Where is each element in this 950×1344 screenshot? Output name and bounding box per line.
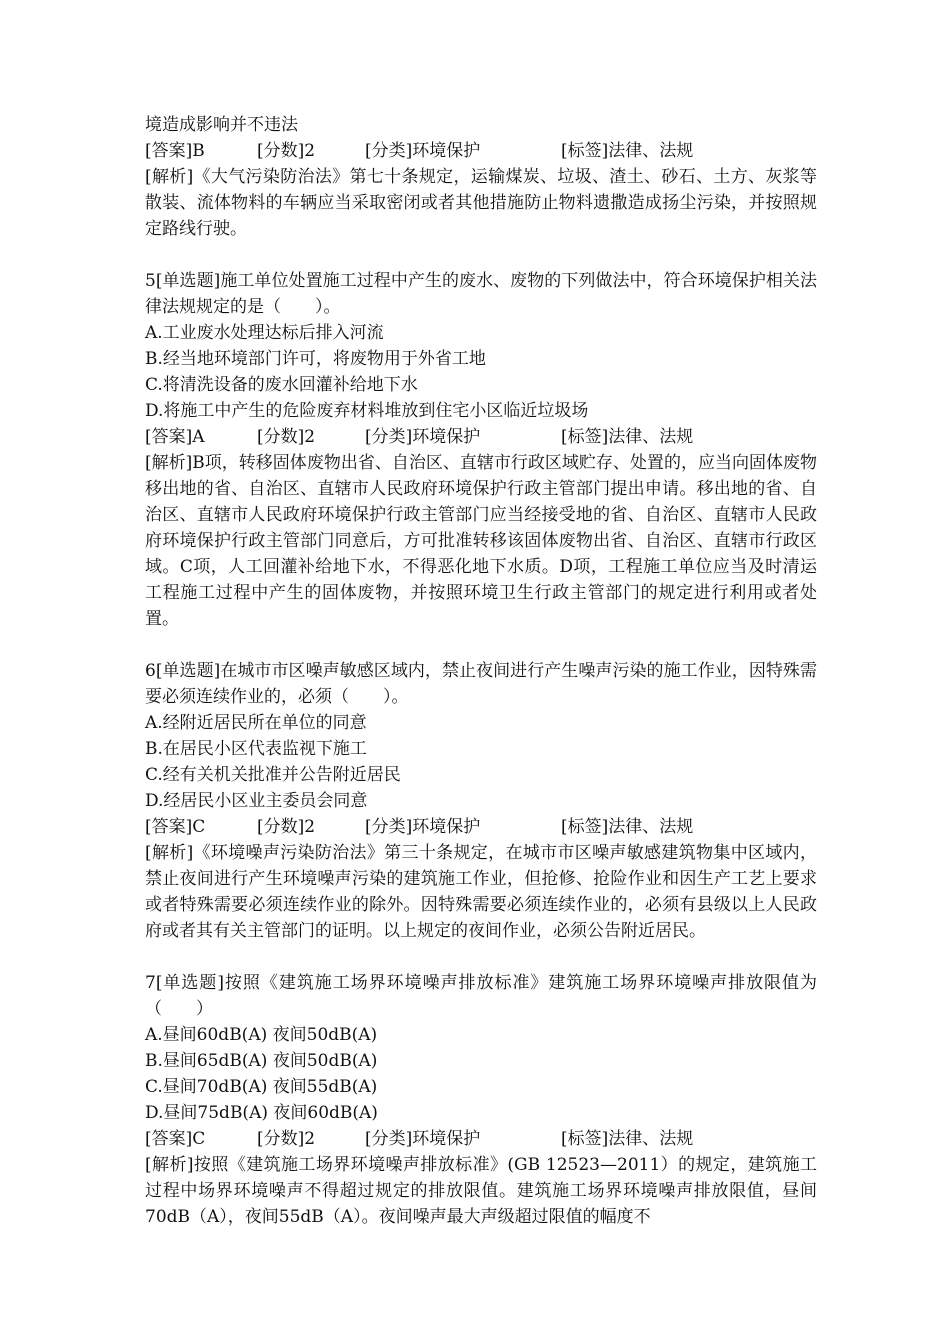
category-label: [分类]环境保护 xyxy=(365,427,481,447)
answer-label: [答案]C xyxy=(145,817,206,837)
option-b: B.在居民小区代表监视下施工 xyxy=(145,739,367,759)
question-block-6 xyxy=(145,658,817,944)
document-page xyxy=(145,112,817,1230)
score-label: [分数]2 xyxy=(257,427,316,447)
option-a: A.昼间60dB(A) 夜间50dB(A) xyxy=(145,1025,378,1045)
question-block-7 xyxy=(145,970,817,1230)
tags-label: [标签]法律、法规 xyxy=(561,817,694,837)
answer-meta-row xyxy=(145,138,817,164)
tags-label: [标签]法律、法规 xyxy=(561,1129,694,1149)
question-title: 5[单选题]施工单位处置施工过程中产生的废水、废物的下列做法中，符合环境保护相关法律法规规定的是（ ）。 xyxy=(145,271,817,317)
option-d: D.经居民小区业主委员会同意 xyxy=(145,791,368,811)
answer-label: [答案]B xyxy=(145,141,205,161)
option-d: D.将施工中产生的危险废弃材料堆放到住宅小区临近垃圾场 xyxy=(145,401,589,421)
answer-label: [答案]A xyxy=(145,427,205,447)
score-label: [分数]2 xyxy=(257,1129,316,1149)
option-b: B.昼间65dB(A) 夜间50dB(A) xyxy=(145,1051,378,1071)
option-d: D.昼间75dB(A) 夜间60dB(A) xyxy=(145,1103,378,1123)
score-label: [分数]2 xyxy=(257,141,316,161)
option-a: A.经附近居民所在单位的同意 xyxy=(145,713,367,733)
tags-label: [标签]法律、法规 xyxy=(561,141,694,161)
option-c: C.昼间70dB(A) 夜间55dB(A) xyxy=(145,1077,378,1097)
analysis-text: [解析]按照《建筑施工场界环境噪声排放标准》(GB 12523—2011）的规定，建筑施工过程中场界环境噪声不得超过规定的排放限值。建筑施工场界环境噪声排放限值，昼间70dB（A），夜间55dB（A）。夜间噪声最大声级超过限值的幅度不 xyxy=(145,1155,817,1227)
question-title: 7[单选题]按照《建筑施工场界环境噪声排放标准》建筑施工场界环境噪声排放限值为（ ） xyxy=(145,973,817,1019)
analysis-text: [解析]B项，转移固体废物出省、自治区、直辖市行政区域贮存、处置的，应当向固体废物移出地的省、自治区、直辖市人民政府环境保护行政主管部门提出申请。移出地的省、自治区、直辖市人民政府环境保护行政主管部门应当经接受地的省、自治区、直辖市人民政府环境保护行政主管部门同意后，方可批准转移该固体废物出省、自治区、直辖市行政区域。C项，人工回灌补给地下水，不得恶化地下水质。D项，工程施工单位应当及时清运工程施工过程中产生的固体废物，并按照环境卫生行政主管部门的规定进行利用或者处置。 xyxy=(145,453,817,629)
question-block-5 xyxy=(145,268,817,632)
option-c: C.经有关机关批准并公告附近居民 xyxy=(145,765,401,785)
analysis-text: [解析]《大气污染防治法》第七十条规定，运输煤炭、垃圾、渣土、砂石、土方、灰浆等散装、流体物料的车辆应当采取密闭或者其他措施防止物料遗撒造成扬尘污染，并按照规定路线行驶。 xyxy=(145,167,817,239)
category-label: [分类]环境保护 xyxy=(365,817,481,837)
spacer xyxy=(145,632,817,658)
option-b: B.经当地环境部门许可，将废物用于外省工地 xyxy=(145,349,486,369)
question-title: 6[单选题]在城市市区噪声敏感区域内，禁止夜间进行产生噪声污染的施工作业，因特殊需要必须连续作业的，必须（ ）。 xyxy=(145,661,817,707)
analysis-text: [解析]《环境噪声污染防治法》第三十条规定，在城市市区噪声敏感建筑物集中区域内，禁止夜间进行产生环境噪声污染的建筑施工作业，但抢修、抢险作业和因生产工艺上要求或者特殊需要必须连续作业的除外。因特殊需要必须连续作业的，必须有县级以上人民政府或者其有关主管部门的证明。以上规定的夜间作业，必须公告附近居民。 xyxy=(145,843,817,941)
answer-meta-row xyxy=(145,814,817,840)
category-label: [分类]环境保护 xyxy=(365,1129,481,1149)
score-label: [分数]2 xyxy=(257,817,316,837)
answer-meta-row xyxy=(145,424,817,450)
category-label: [分类]环境保护 xyxy=(365,141,481,161)
option-c: C.将清洗设备的废水回灌补给地下水 xyxy=(145,375,418,395)
spacer xyxy=(145,242,817,268)
answer-label: [答案]C xyxy=(145,1129,206,1149)
spacer xyxy=(145,944,817,970)
option-a: A.工业废水处理达标后排入河流 xyxy=(145,323,384,343)
tags-label: [标签]法律、法规 xyxy=(561,427,694,447)
answer-meta-row xyxy=(145,1126,817,1152)
question-block-prev xyxy=(145,112,817,242)
previous-option-tail: 境造成影响并不违法 xyxy=(145,115,298,135)
